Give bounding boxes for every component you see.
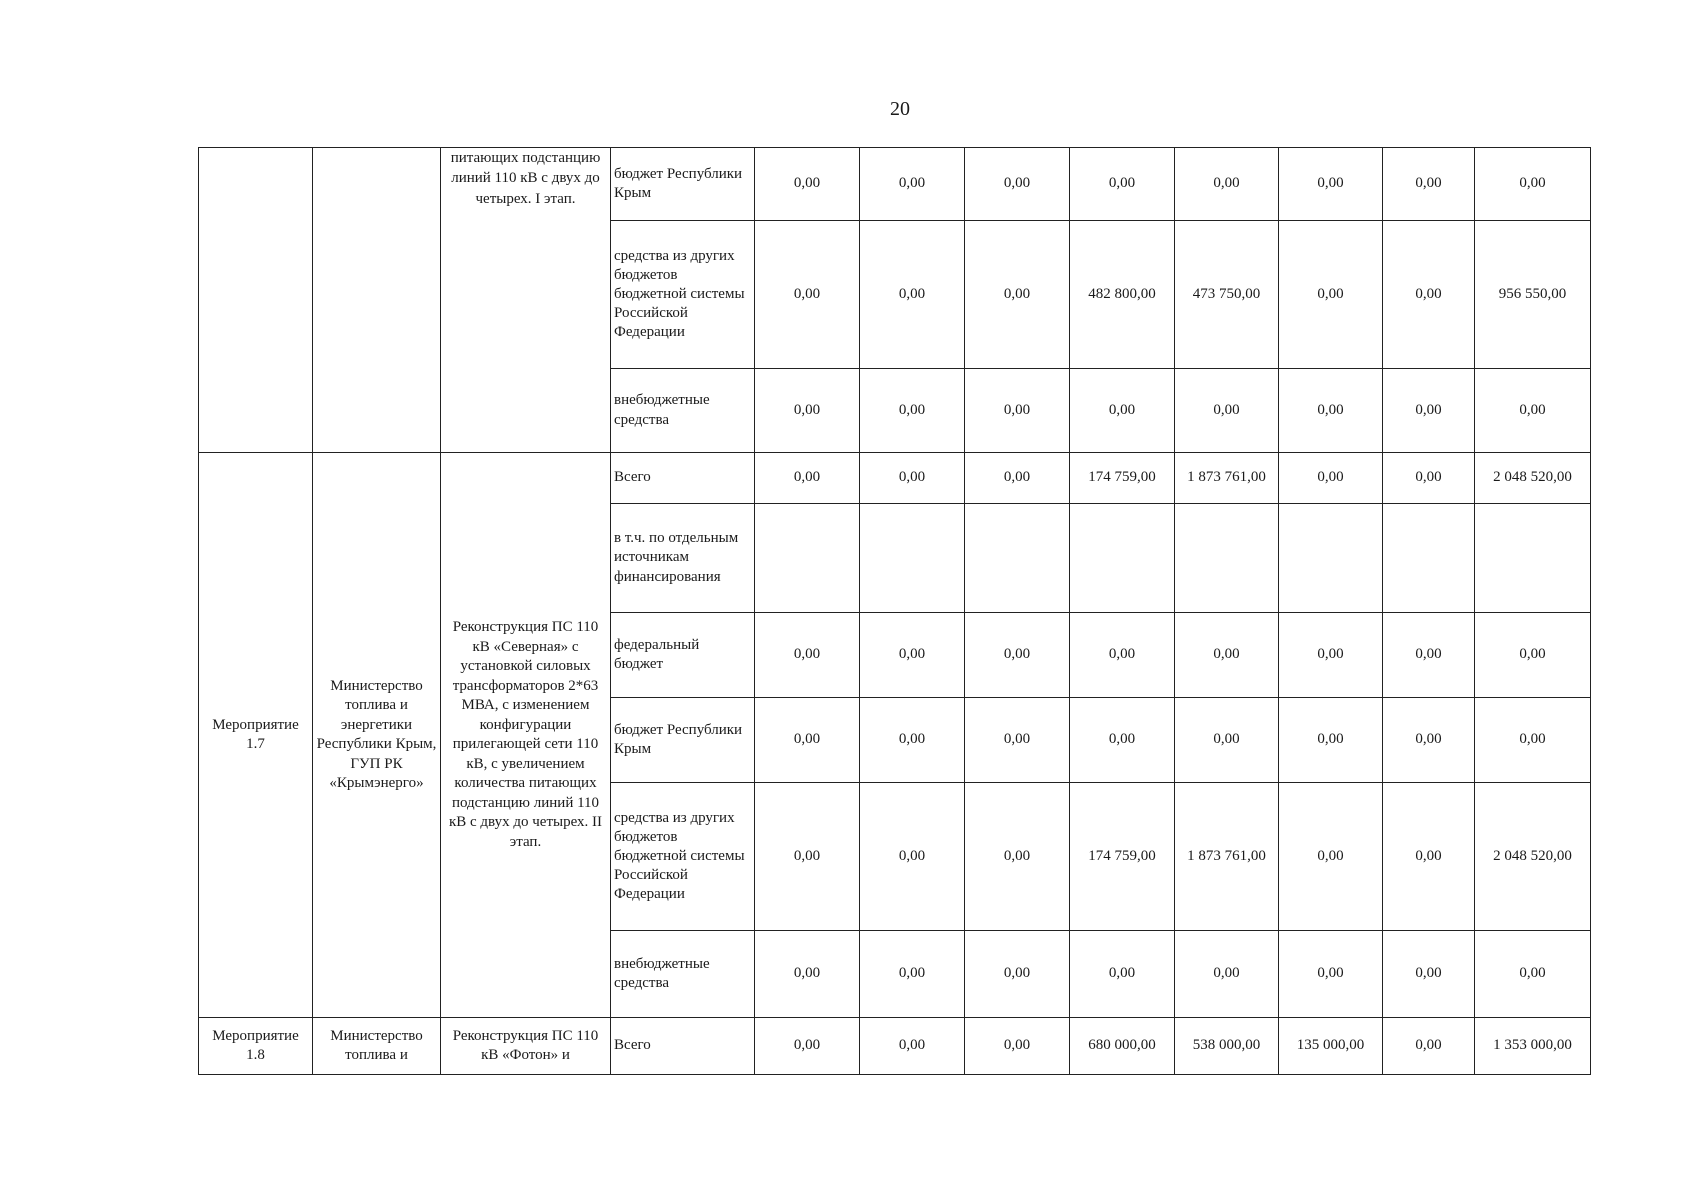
value-cell: 0,00: [1279, 369, 1383, 453]
description-cell: Реконструкция ПС 110 кВ «Северная» с установкой силовых трансформаторов 2*63 МВА, с изменением конфигурации прилегающей сети 110 кВ, с увеличением количества питающих подстанцию линий 110 кВ с двух до четырех. II этап.: [441, 453, 611, 1018]
value-cell: 0,00: [965, 1018, 1070, 1075]
value-cell: 0,00: [755, 698, 860, 783]
value-cell: 956 550,00: [1475, 221, 1591, 369]
value-cell: 174 759,00: [1070, 783, 1175, 931]
value-cell: 0,00: [860, 1018, 965, 1075]
value-cell: 0,00: [1070, 931, 1175, 1018]
value-cell: 0,00: [1475, 148, 1591, 221]
value-cell: [965, 504, 1070, 613]
table-row: [199, 1018, 1591, 1075]
value-cell: 482 800,00: [1070, 221, 1175, 369]
value-cell: 0,00: [1383, 783, 1475, 931]
value-cell: 135 000,00: [1279, 1018, 1383, 1075]
value-cell: 0,00: [1175, 613, 1279, 698]
value-cell: 0,00: [1383, 613, 1475, 698]
funding-source-cell: внебюджетные средства: [611, 369, 755, 453]
value-cell: 0,00: [1383, 148, 1475, 221]
value-cell: 0,00: [1279, 613, 1383, 698]
value-cell: 0,00: [1475, 931, 1591, 1018]
funding-source-cell: бюджет Республики Крым: [611, 148, 755, 221]
value-cell: 0,00: [1070, 148, 1175, 221]
value-cell: 0,00: [1475, 613, 1591, 698]
value-cell: 1 873 761,00: [1175, 453, 1279, 504]
value-cell: 0,00: [1475, 698, 1591, 783]
table-row: [199, 453, 1591, 504]
value-cell: [1279, 504, 1383, 613]
value-cell: 0,00: [965, 148, 1070, 221]
funding-source-cell: в т.ч. по отдельным источникам финансирования: [611, 504, 755, 613]
value-cell: 0,00: [755, 453, 860, 504]
financing-table: [198, 147, 1591, 1075]
value-cell: [1475, 504, 1591, 613]
value-cell: 0,00: [860, 931, 965, 1018]
value-cell: 1 353 000,00: [1475, 1018, 1591, 1075]
value-cell: 0,00: [965, 698, 1070, 783]
value-cell: 0,00: [1175, 931, 1279, 1018]
value-cell: 0,00: [860, 613, 965, 698]
description-cell: питающих подстанцию линий 110 кВ с двух до четырех. I этап.: [441, 148, 611, 453]
value-cell: 0,00: [1383, 698, 1475, 783]
value-cell: 0,00: [1279, 221, 1383, 369]
description-cell: Реконструкция ПС 110 кВ «Фотон» и: [441, 1018, 611, 1075]
funding-source-cell: бюджет Республики Крым: [611, 698, 755, 783]
value-cell: 0,00: [1383, 931, 1475, 1018]
value-cell: 1 873 761,00: [1175, 783, 1279, 931]
event-cell: Мероприятие 1.7: [199, 453, 313, 1018]
value-cell: 0,00: [1070, 369, 1175, 453]
value-cell: 0,00: [1383, 221, 1475, 369]
value-cell: 0,00: [755, 1018, 860, 1075]
value-cell: 0,00: [1175, 148, 1279, 221]
funding-source-cell: федеральный бюджет: [611, 613, 755, 698]
value-cell: 0,00: [860, 453, 965, 504]
value-cell: 0,00: [1279, 453, 1383, 504]
event-cell: Мероприятие 1.8: [199, 1018, 313, 1075]
funding-source-cell: Всего: [611, 453, 755, 504]
value-cell: 0,00: [965, 221, 1070, 369]
funding-source-cell: Всего: [611, 1018, 755, 1075]
funding-source-cell: внебюджетные средства: [611, 931, 755, 1018]
table-row: [199, 148, 1591, 221]
executor-cell-empty: [313, 148, 441, 453]
value-cell: 0,00: [860, 783, 965, 931]
value-cell: 0,00: [755, 613, 860, 698]
value-cell: [1383, 504, 1475, 613]
value-cell: 0,00: [860, 221, 965, 369]
value-cell: [860, 504, 965, 613]
value-cell: 0,00: [755, 148, 860, 221]
value-cell: 0,00: [965, 931, 1070, 1018]
value-cell: 0,00: [965, 453, 1070, 504]
value-cell: 0,00: [1279, 783, 1383, 931]
value-cell: 0,00: [1475, 369, 1591, 453]
value-cell: 0,00: [755, 369, 860, 453]
table-body: [199, 148, 1591, 1075]
value-cell: 538 000,00: [1175, 1018, 1279, 1075]
value-cell: 0,00: [1279, 698, 1383, 783]
value-cell: 0,00: [755, 221, 860, 369]
value-cell: 473 750,00: [1175, 221, 1279, 369]
value-cell: 0,00: [965, 369, 1070, 453]
value-cell: [1175, 504, 1279, 613]
value-cell: 2 048 520,00: [1475, 783, 1591, 931]
value-cell: 0,00: [1383, 453, 1475, 504]
value-cell: [755, 504, 860, 613]
value-cell: 0,00: [1383, 1018, 1475, 1075]
executor-cell: Министерство топлива и энергетики Республики Крым, ГУП РК «Крымэнерго»: [313, 453, 441, 1018]
value-cell: 0,00: [1383, 369, 1475, 453]
value-cell: 0,00: [1279, 931, 1383, 1018]
value-cell: 0,00: [860, 148, 965, 221]
value-cell: 174 759,00: [1070, 453, 1175, 504]
value-cell: 0,00: [860, 369, 965, 453]
value-cell: 0,00: [1279, 148, 1383, 221]
value-cell: 0,00: [860, 698, 965, 783]
value-cell: 0,00: [755, 783, 860, 931]
executor-cell: Министерство топлива и: [313, 1018, 441, 1075]
value-cell: 0,00: [965, 783, 1070, 931]
value-cell: 2 048 520,00: [1475, 453, 1591, 504]
value-cell: 680 000,00: [1070, 1018, 1175, 1075]
value-cell: 0,00: [1070, 613, 1175, 698]
value-cell: 0,00: [755, 931, 860, 1018]
value-cell: [1070, 504, 1175, 613]
event-cell-empty: [199, 148, 313, 453]
funding-source-cell: средства из других бюджетов бюджетной системы Российской Федерации: [611, 221, 755, 369]
page-number: 20: [890, 98, 910, 120]
value-cell: 0,00: [1175, 698, 1279, 783]
value-cell: 0,00: [1070, 698, 1175, 783]
value-cell: 0,00: [965, 613, 1070, 698]
value-cell: 0,00: [1175, 369, 1279, 453]
funding-source-cell: средства из других бюджетов бюджетной системы Российской Федерации: [611, 783, 755, 931]
